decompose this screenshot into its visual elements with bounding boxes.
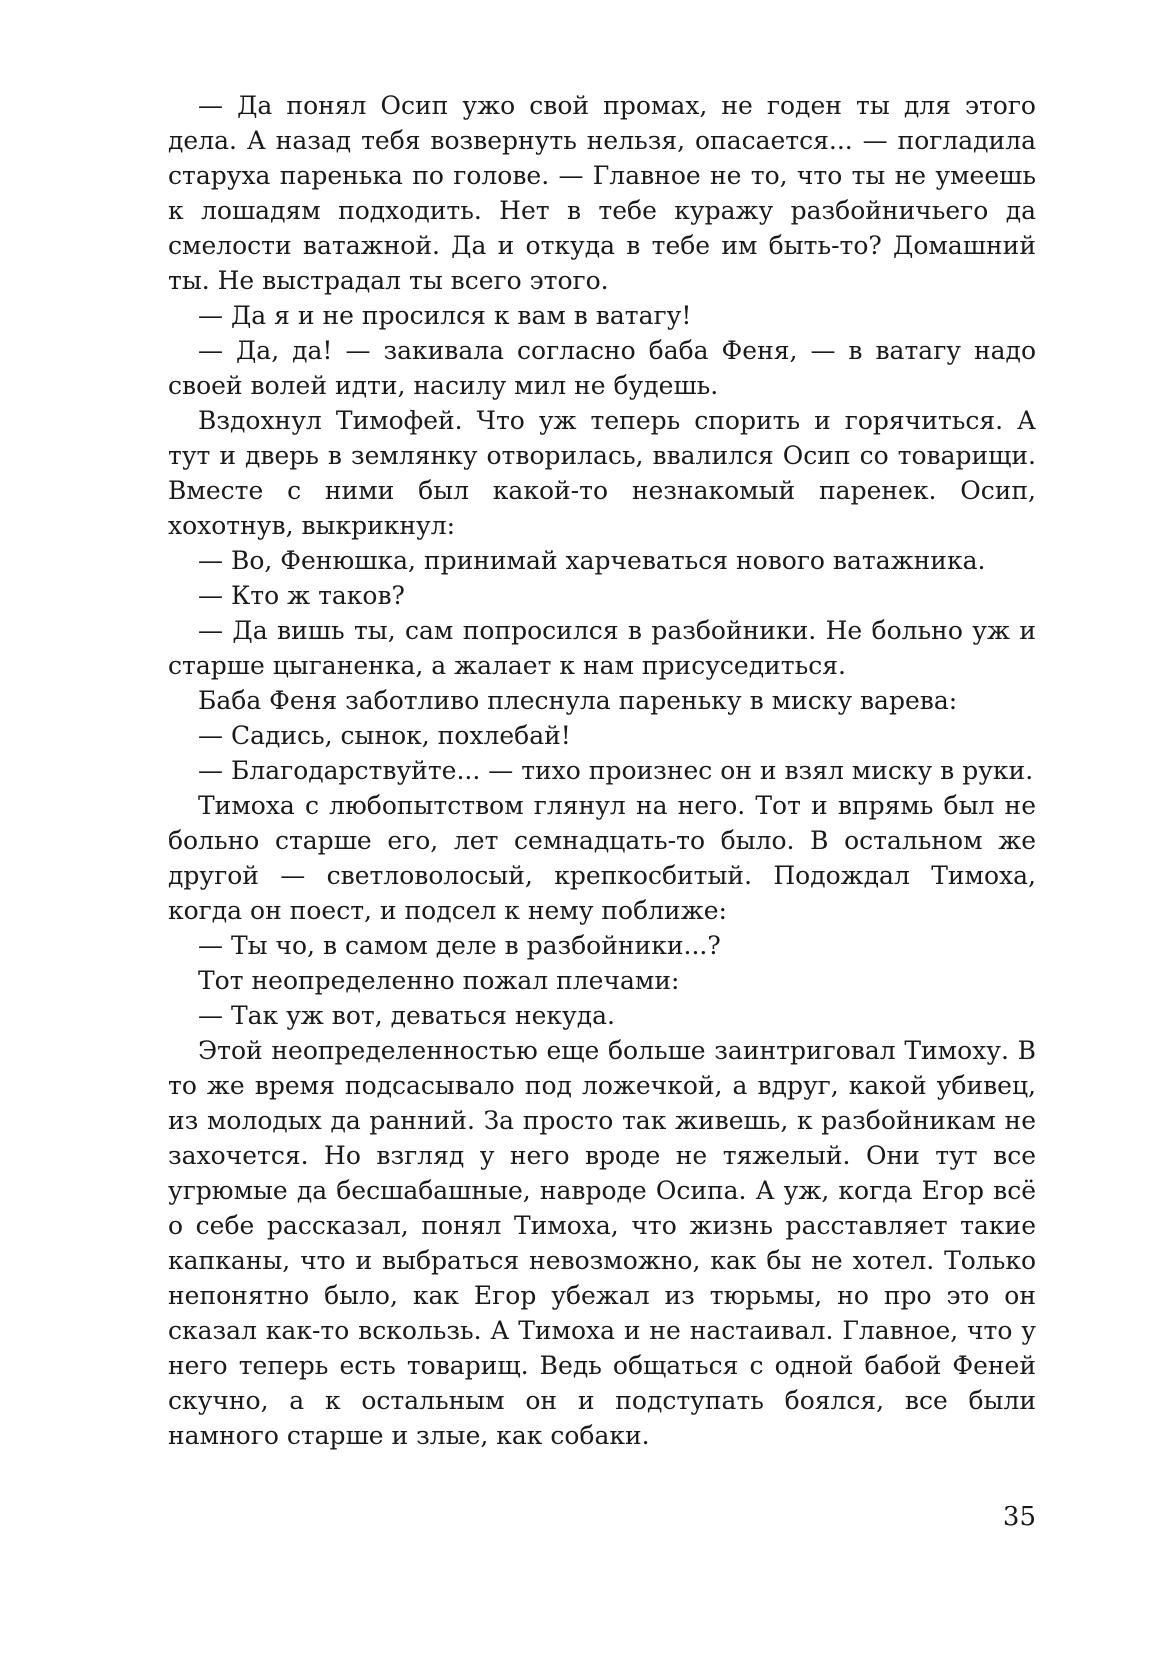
paragraph: — Во, Фенюшка, принимай харчеваться нового ватажника. [198, 546, 986, 575]
paragraph: Баба Феня заботливо плеснула пареньку в миску варева: [198, 686, 958, 715]
page-number: 35 [1002, 1502, 1036, 1532]
paragraph: — Благодарствуйте... — тихо произнес он и взял миску в руки. [198, 756, 1034, 785]
paragraph: — Да, да! — закивала согласно баба Феня, — в ватагу надо своей волей идти, насилу мил не будешь. [168, 336, 1036, 400]
paragraph: Вздохнул Тимофей. Что уж теперь спорить и горячиться. А тут и дверь в землянку отворилась, ввалился Осип со товарищи. Вместе с ними был какой-то незнакомый паренек. Осип, хохотнув, выкрикнул: [168, 406, 1036, 540]
paragraph: Этой неопределенностью еще больше заинтриговал Тимоху. В то же время подсасывало под ложечкой, а вдруг, какой убивец, из молодых да ранний. За просто так живешь, к разбойникам не захочется. Но взгляд у него вроде не тяжелый. Они тут все угрюмые да бесшабашные, навроде Осипа. А уж, когда Егор всё о себе рассказал, понял Тимоха, что жизнь расставляет такие капканы, что и выбраться невозможно, как бы не хотел. Только непонятно было, как Егор убежал из тюрьмы, но про это он сказал как-то вскользь. А Тимоха и не настаивал. Главное, что у него теперь есть товарищ. Ведь общаться с одной бабой Феней скучно, а к остальным он и подступать боялся, все были намного старше и злые, как собаки. [168, 1036, 1036, 1450]
page-body [168, 88, 1036, 1453]
paragraph: — Так уж вот, деваться некуда. [198, 1001, 615, 1030]
paragraph: — Да вишь ты, сам попросился в разбойники. Не больно уж и старше цыганенка, а жалает к нам присуседиться. [168, 616, 1036, 680]
paragraph: — Ты чо, в самом деле в разбойники...? [198, 931, 721, 960]
paragraph: Тимоха с любопытством глянул на него. Тот и впрямь был не больно старше его, лет семнадцать-то было. В остальном же другой — светловолосый, крепкосбитый. Подождал Тимоха, когда он поест, и подсел к нему поближе: [168, 791, 1036, 925]
paragraph: — Да я и не просился к вам в ватагу! [198, 301, 692, 330]
paragraph: — Садись, сынок, похлебай! [198, 721, 571, 750]
paragraph: Тот неопределенно пожал плечами: [198, 966, 680, 995]
paragraph: — Кто ж таков? [198, 581, 405, 610]
paragraph: — Да понял Осип ужо свой промах, не годен ты для этого дела. А назад тебя возвернуть нельзя, опасается... — погладила старуха паренька по голове. — Главное не то, что ты не умеешь к лошадям подходить. Нет в тебе куражу разбойничьего да смелости ватажной. Да и откуда в тебе им быть-то? Домашний ты. Не выстрадал ты всего этого. [168, 91, 1036, 295]
